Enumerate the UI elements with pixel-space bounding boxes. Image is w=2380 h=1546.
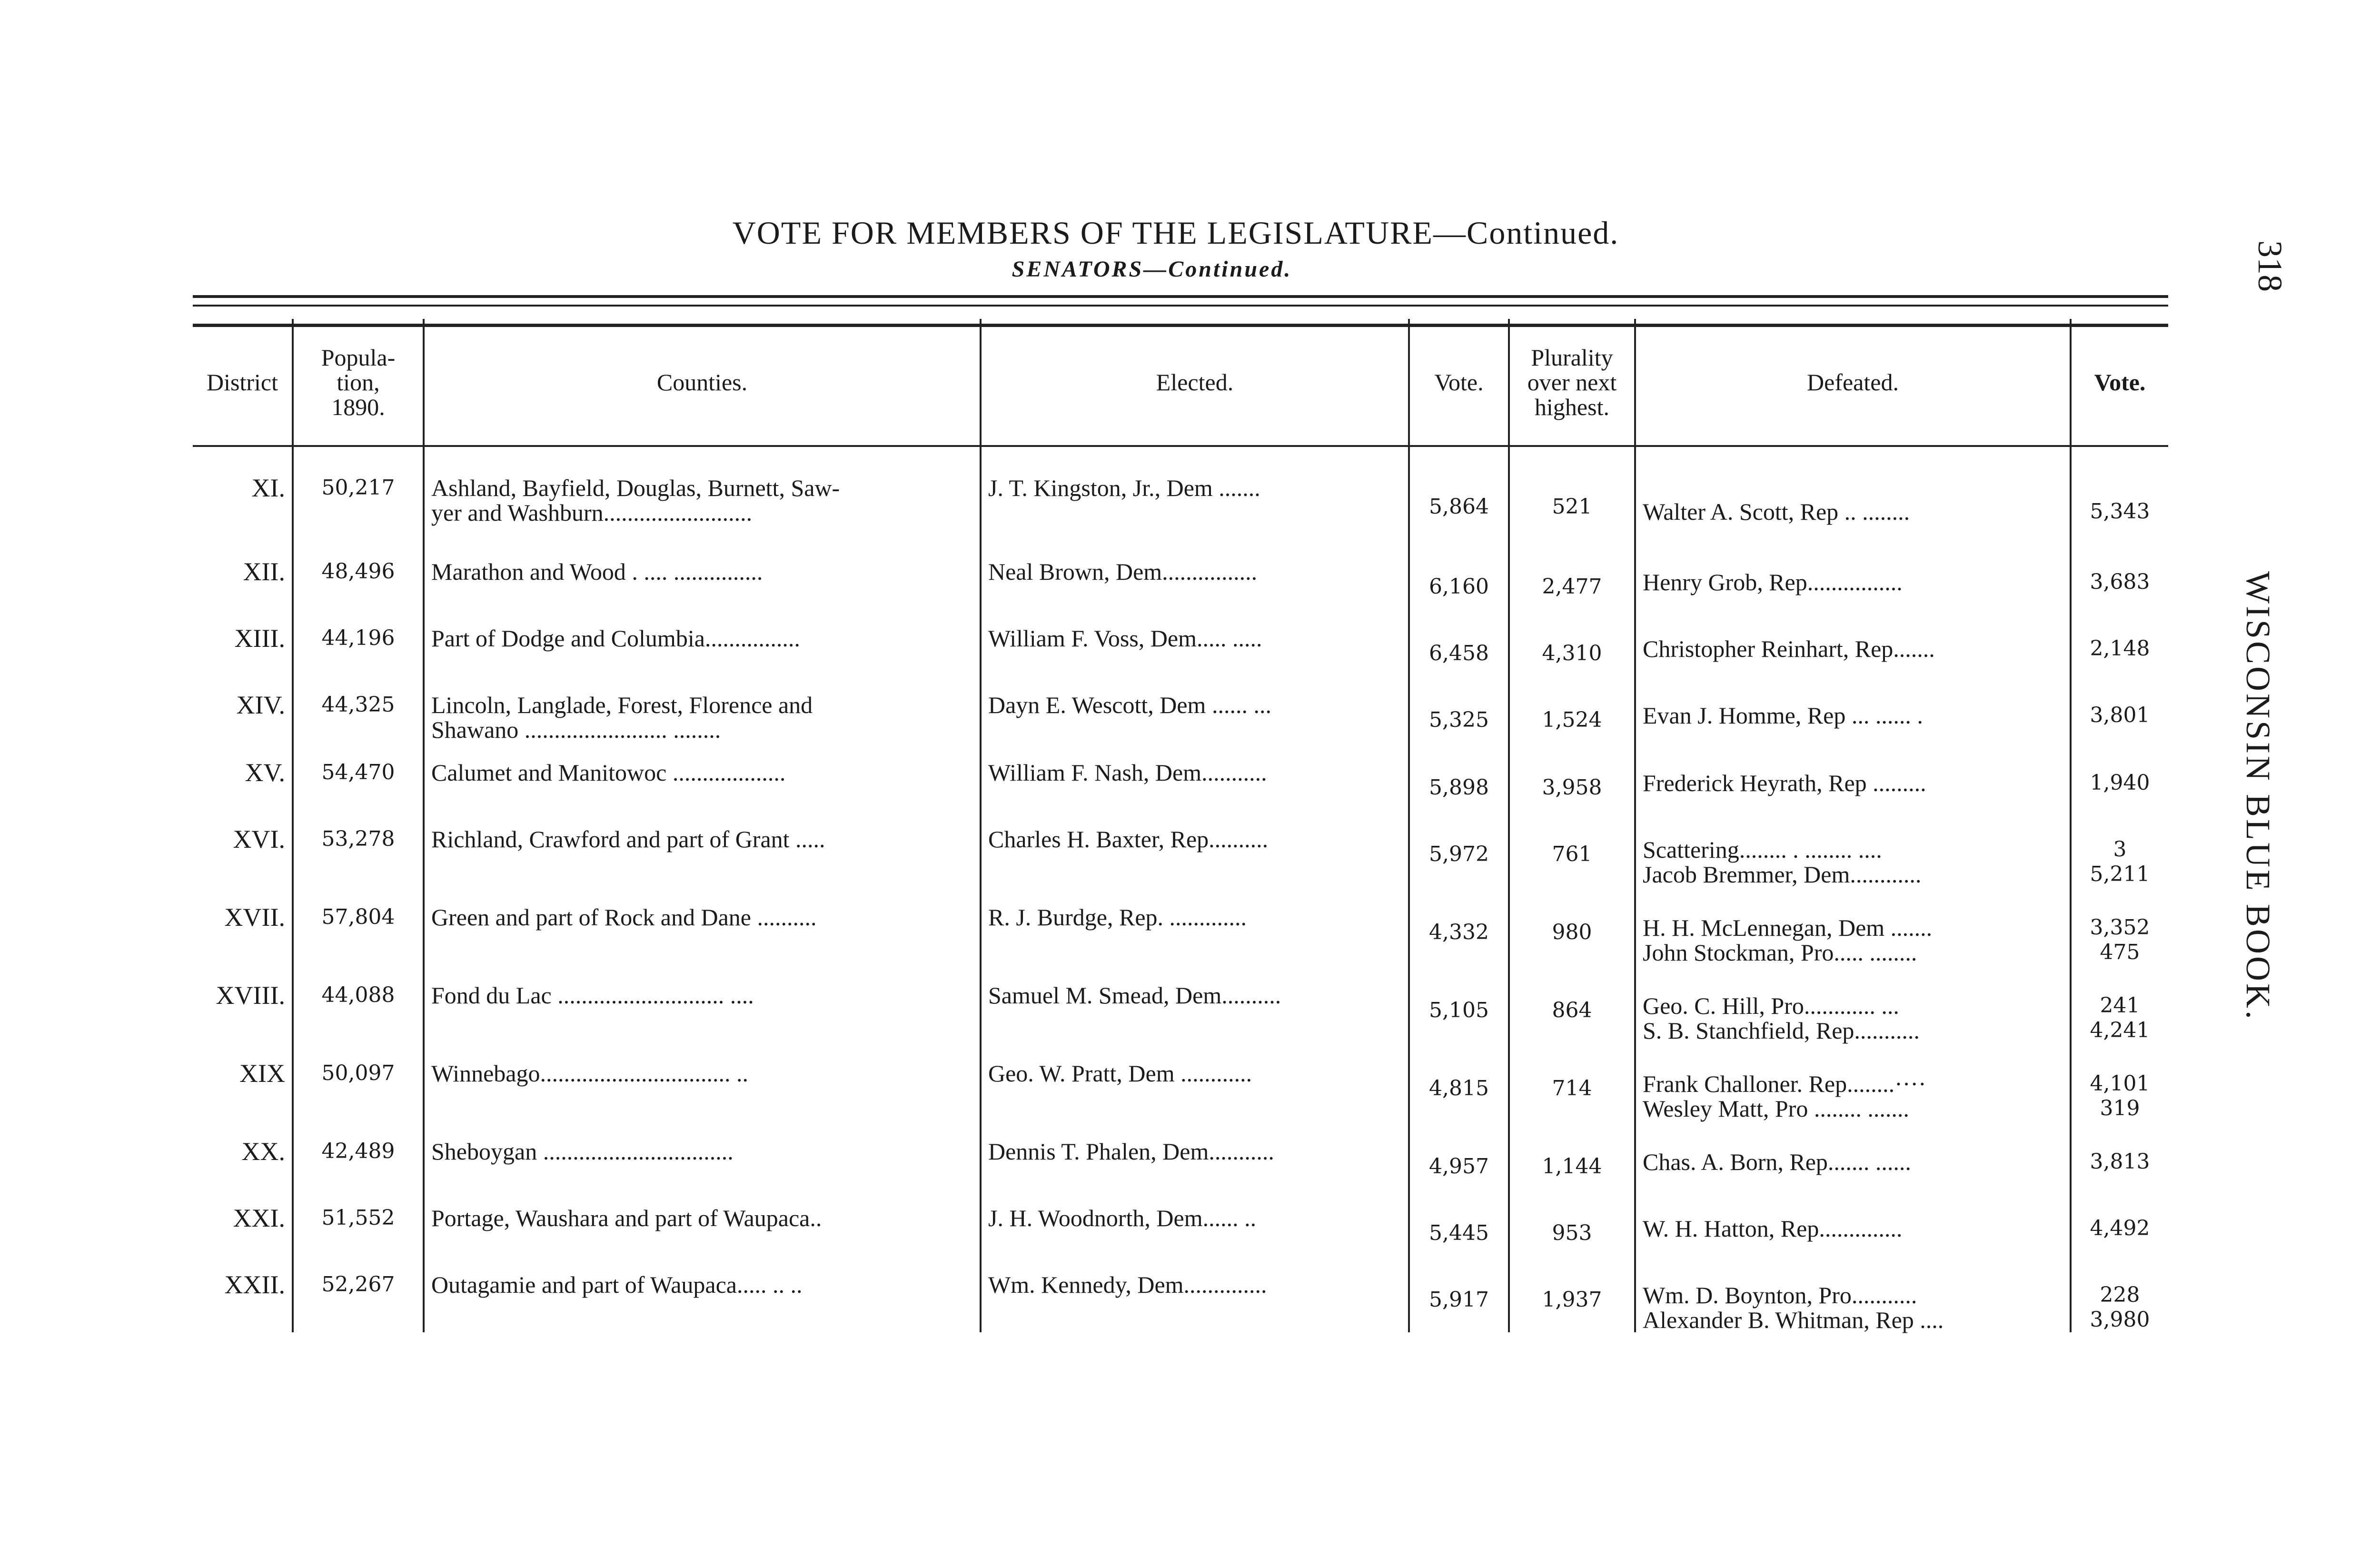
defeated-vote-cell: 4,492 <box>2071 1188 2168 1254</box>
plurality-cell: 3,958 <box>1509 742 1635 809</box>
defeated-vote-cell: 241 4,241 <box>2071 965 2168 1043</box>
table-row <box>193 1043 2168 1121</box>
col-header-vote: Vote. <box>1409 319 1509 446</box>
counties-cell: Richland, Crawford and part of Grant ..... <box>424 809 981 887</box>
col-header-defeated: Defeated. <box>1635 319 2071 446</box>
district-cell: XIII. <box>234 624 285 653</box>
population-cell: 57,804 <box>293 887 424 965</box>
defeated-vote-cell: 3,683 <box>2071 541 2168 608</box>
elected-cell: William F. Voss, Dem..... ..... <box>981 608 1409 674</box>
table-row <box>193 809 2168 887</box>
defeated-cell: Henry Grob, Rep................ <box>1635 541 2071 608</box>
population-cell: 50,217 <box>293 446 424 541</box>
district-cell: XVIII. <box>216 981 285 1010</box>
plurality-cell: 521 <box>1509 446 1635 541</box>
vote-cell: 5,972 <box>1409 809 1509 887</box>
vote-table <box>193 319 2168 1332</box>
counties-cell: Part of Dodge and Columbia................ <box>424 608 981 674</box>
defeated-cell: Evan J. Homme, Rep ... ...... . <box>1635 674 2071 742</box>
district-cell: XXII. <box>224 1270 285 1299</box>
district-cell: XIX <box>239 1059 285 1088</box>
counties-cell: Sheboygan ................................ <box>424 1121 981 1188</box>
elected-cell: J. H. Woodnorth, Dem...... .. <box>981 1188 1409 1254</box>
district-cell: XI. <box>251 474 285 502</box>
elected-cell: Wm. Kennedy, Dem.............. <box>981 1254 1409 1332</box>
table-row <box>193 541 2168 608</box>
col-header-population: Popula- tion, 1890. <box>293 319 424 446</box>
population-cell: 50,097 <box>293 1043 424 1121</box>
defeated-cell: Scattering........ . ........ .... Jacob Bremmer, Dem............ <box>1635 809 2071 887</box>
elected-cell: Charles H. Baxter, Rep.......... <box>981 809 1409 887</box>
col-header-district: District <box>193 319 293 446</box>
plurality-cell: 2,477 <box>1509 541 1635 608</box>
defeated-vote-cell: 3,352 475 <box>2071 887 2168 965</box>
population-cell: 44,088 <box>293 965 424 1043</box>
district-cell: XVII. <box>224 903 285 932</box>
elected-cell: Dennis T. Phalen, Dem........... <box>981 1121 1409 1188</box>
defeated-vote-cell: 3,813 <box>2071 1121 2168 1188</box>
counties-cell: Calumet and Manitowoc ................... <box>424 742 981 809</box>
header-rule <box>193 305 2168 307</box>
elected-cell: Neal Brown, Dem................ <box>981 541 1409 608</box>
population-cell: 54,470 <box>293 742 424 809</box>
vote-cell: 5,325 <box>1409 674 1509 742</box>
population-cell: 53,278 <box>293 809 424 887</box>
district-cell: XVI. <box>233 825 285 853</box>
page-title: VOTE FOR MEMBERS OF THE LEGISLATURE—Continued. <box>732 215 1619 251</box>
population-cell: 52,267 <box>293 1254 424 1332</box>
district-cell: XXI. <box>233 1204 285 1232</box>
page-number: 318 <box>2251 240 2289 292</box>
plurality-cell: 761 <box>1509 809 1635 887</box>
col-header-plurality: Plurality over next highest. <box>1509 319 1635 446</box>
table-row <box>193 446 2168 541</box>
elected-cell: Geo. W. Pratt, Dem ............ <box>981 1043 1409 1121</box>
vote-cell: 6,458 <box>1409 608 1509 674</box>
col-header-elected: Elected. <box>981 319 1409 446</box>
elected-cell: William F. Nash, Dem........... <box>981 742 1409 809</box>
table-row <box>193 674 2168 742</box>
defeated-cell: Geo. C. Hill, Pro............ ... S. B. Stanchfield, Rep........... <box>1635 965 2071 1043</box>
counties-cell: Winnebago................................ .. <box>424 1043 981 1121</box>
district-cell: XV. <box>245 758 285 787</box>
header-rule <box>193 295 2168 298</box>
defeated-cell: H. H. McLennegan, Dem ....... John Stockman, Pro..... ........ <box>1635 887 2071 965</box>
district-cell: XX. <box>241 1137 285 1166</box>
plurality-cell: 714 <box>1509 1043 1635 1121</box>
vote-cell: 5,898 <box>1409 742 1509 809</box>
vote-cell: 4,957 <box>1409 1121 1509 1188</box>
plurality-cell: 864 <box>1509 965 1635 1043</box>
counties-cell: Lincoln, Langlade, Forest, Florence and Shawano ........................ ........ <box>424 674 981 742</box>
defeated-cell: Wm. D. Boynton, Pro........... Alexander B. Whitman, Rep .... <box>1635 1254 2071 1332</box>
defeated-cell: W. H. Hatton, Rep.............. <box>1635 1188 2071 1254</box>
defeated-cell: Chas. A. Born, Rep....... ...... <box>1635 1121 2071 1188</box>
elected-cell: Samuel M. Smead, Dem.......... <box>981 965 1409 1043</box>
counties-cell: Marathon and Wood . .... ............... <box>424 541 981 608</box>
vote-cell: 5,917 <box>1409 1254 1509 1332</box>
defeated-vote-cell: 3,801 <box>2071 674 2168 742</box>
district-cell: XIV. <box>236 691 285 719</box>
population-cell: 44,325 <box>293 674 424 742</box>
defeated-vote-cell: 2,148 <box>2071 608 2168 674</box>
population-cell: 44,196 <box>293 608 424 674</box>
table-row <box>193 965 2168 1043</box>
table-row <box>193 1121 2168 1188</box>
counties-cell: Fond du Lac ............................ .... <box>424 965 981 1043</box>
plurality-cell: 953 <box>1509 1188 1635 1254</box>
vote-cell: 5,105 <box>1409 965 1509 1043</box>
vote-cell: 4,332 <box>1409 887 1509 965</box>
district-cell: XII. <box>243 557 285 586</box>
defeated-vote-cell: 228 3,980 <box>2071 1254 2168 1332</box>
vote-cell: 5,864 <box>1409 446 1509 541</box>
section-subtitle: SENATORS—Continued. <box>1012 257 1292 282</box>
defeated-vote-cell: 3 5,211 <box>2071 809 2168 887</box>
header-row <box>193 319 2168 446</box>
elected-cell: R. J. Burdge, Rep. ............. <box>981 887 1409 965</box>
table-row <box>193 742 2168 809</box>
counties-cell: Green and part of Rock and Dane .......... <box>424 887 981 965</box>
defeated-cell: Frank Challoner. Rep........···· Wesley Matt, Pro ........ ....... <box>1635 1043 2071 1121</box>
vote-cell: 5,445 <box>1409 1188 1509 1254</box>
plurality-cell: 980 <box>1509 887 1635 965</box>
elected-cell: J. T. Kingston, Jr., Dem ....... <box>981 446 1409 541</box>
counties-cell: Outagamie and part of Waupaca..... .. .. <box>424 1254 981 1332</box>
col-header-defeated-vote: Vote. <box>2071 319 2168 446</box>
counties-cell: Portage, Waushara and part of Waupaca.. <box>424 1188 981 1254</box>
population-cell: 42,489 <box>293 1121 424 1188</box>
table-row <box>193 1254 2168 1332</box>
plurality-cell: 1,524 <box>1509 674 1635 742</box>
counties-cell: Ashland, Bayfield, Douglas, Burnett, Saw- yer and Washburn......................... <box>424 446 981 541</box>
defeated-cell: Christopher Reinhart, Rep....... <box>1635 608 2071 674</box>
plurality-cell: 4,310 <box>1509 608 1635 674</box>
vote-cell: 6,160 <box>1409 541 1509 608</box>
plurality-cell: 1,144 <box>1509 1121 1635 1188</box>
population-cell: 48,496 <box>293 541 424 608</box>
defeated-vote-cell: 1,940 <box>2071 742 2168 809</box>
defeated-vote-cell: 5,343 <box>2071 446 2168 541</box>
table-row <box>193 1188 2168 1254</box>
population-cell: 51,552 <box>293 1188 424 1254</box>
defeated-cell: Frederick Heyrath, Rep ......... <box>1635 742 2071 809</box>
vote-cell: 4,815 <box>1409 1043 1509 1121</box>
elected-cell: Dayn E. Wescott, Dem ...... ... <box>981 674 1409 742</box>
running-head: WISCONSIN BLUE BOOK. <box>2239 571 2277 1021</box>
plurality-cell: 1,937 <box>1509 1254 1635 1332</box>
defeated-cell: Walter A. Scott, Rep .. ........ <box>1635 446 2071 541</box>
defeated-vote-cell: 4,101 319 <box>2071 1043 2168 1121</box>
table-row <box>193 608 2168 674</box>
table-row <box>193 887 2168 965</box>
col-header-counties: Counties. <box>424 319 981 446</box>
